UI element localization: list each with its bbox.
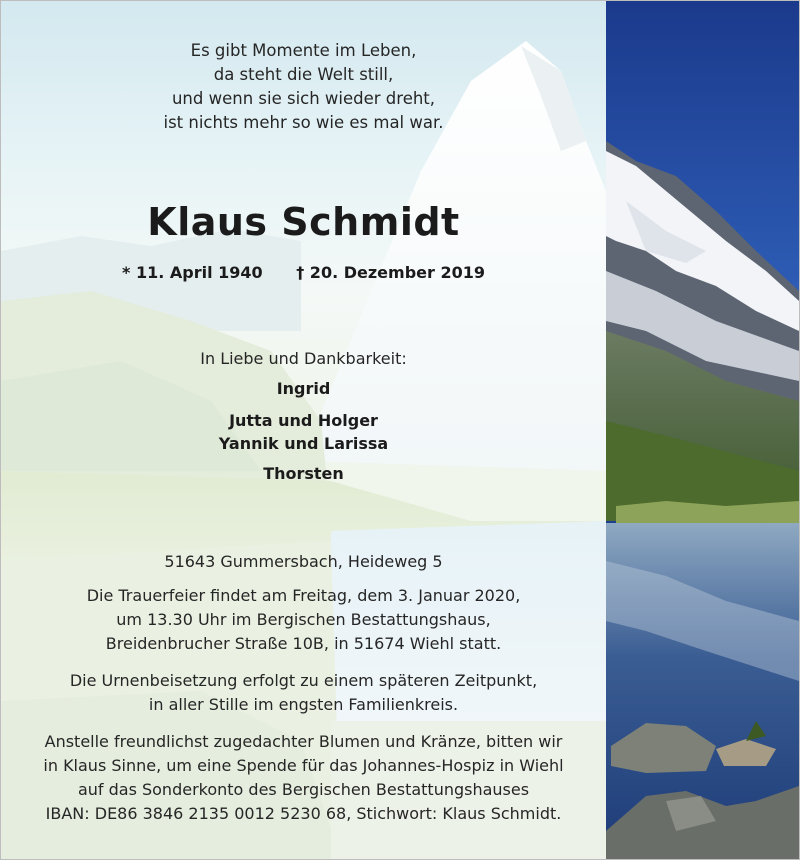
funeral-info — [1, 584, 606, 656]
donation-info — [1, 730, 606, 826]
quote-line: und wenn sie sich wieder dreht, — [171, 89, 436, 108]
side-photo — [606, 1, 799, 859]
funeral-line: Breidenbrucher Straße 10B, in 51674 Wiehl statt. — [105, 634, 502, 653]
donation-line: in Klaus Sinne, um eine Spende für das Johannes-Hospiz in Wiehl — [43, 756, 564, 775]
opening-quote — [1, 39, 606, 135]
mourners-intro: In Liebe und Dankbarkeit: — [200, 349, 407, 368]
donation-line: Anstelle freundlichst zugedachter Blumen und Kränze, bitten wir — [44, 732, 563, 751]
mountain-lake-photo — [606, 1, 799, 859]
funeral-line: um 13.30 Uhr im Bergischen Bestattungshaus, — [116, 610, 491, 629]
death-date: † 20. Dezember 2019 — [296, 263, 485, 282]
mourner: Thorsten — [263, 464, 344, 483]
burial-line: in aller Stille im engsten Familienkreis. — [148, 695, 459, 714]
donation-line: IBAN: DE86 3846 2135 0012 5230 68, Stichwort: Klaus Schmidt. — [45, 804, 562, 823]
quote-line: ist nichts mehr so wie es mal war. — [163, 113, 444, 132]
mourner: Jutta und Holger — [229, 411, 378, 430]
quote-line: da steht die Welt still, — [213, 65, 394, 84]
mourner: Ingrid — [276, 379, 331, 398]
funeral-line: Die Trauerfeier findet am Freitag, dem 3. Januar 2020, — [86, 586, 521, 605]
deceased-name: Klaus Schmidt — [147, 200, 460, 244]
burial-line: Die Urnenbeisetzung erfolgt zu einem späteren Zeitpunkt, — [69, 671, 538, 690]
quote-line: Es gibt Momente im Leben, — [190, 41, 417, 60]
mourner: Yannik und Larissa — [218, 434, 389, 453]
burial-info — [1, 669, 606, 717]
birth-date: * 11. April 1940 — [122, 263, 263, 282]
family-address: 51643 Gummersbach, Heideweg 5 — [164, 552, 443, 571]
donation-line: auf das Sonderkonto des Bergischen Bestattungshauses — [77, 780, 530, 799]
life-dates — [1, 263, 606, 283]
